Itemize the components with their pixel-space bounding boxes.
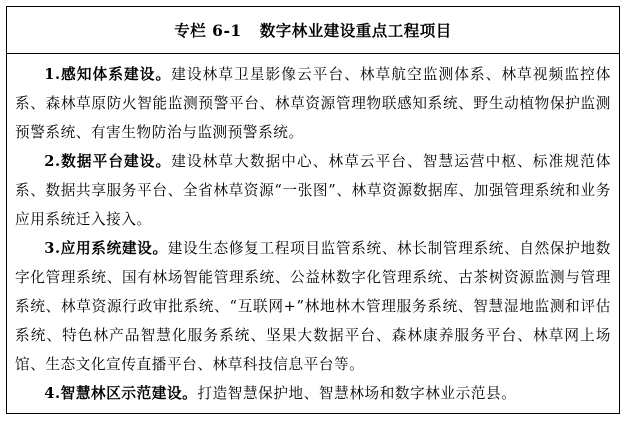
item-body: 建设林草大数据中心、林草云平台、智慧运营中枢、标准规范体系、数据共享服务平台、全省林草资源“一张图”、林草资源数据库、加强管理系统和业务应用系统迁入接入。 bbox=[15, 153, 611, 228]
box-title-number: 专栏 6-1 bbox=[174, 21, 242, 40]
box-title bbox=[7, 7, 619, 54]
item-heading: 1.感知体系建设。 bbox=[44, 66, 172, 83]
item-smart-forest-demo bbox=[15, 379, 611, 408]
item-heading: 2.数据平台建设。 bbox=[44, 153, 172, 170]
item-heading: 4.智慧林区示范建设。 bbox=[44, 385, 198, 402]
item-body: 建设林草卫星影像云平台、林草航空监测体系、林草视频监控体系、森林草原防火智能监测预警平台、林草资源管理物联感知系统、野生动植物保护监测预警系统、有害生物防治与监测预警系统。 bbox=[15, 66, 611, 141]
item-application-system bbox=[15, 234, 611, 379]
project-box bbox=[6, 6, 620, 414]
item-body: 打造智慧保护地、智慧林场和数字林业示范县。 bbox=[197, 385, 517, 402]
item-sensing-system bbox=[15, 60, 611, 147]
box-title-text: 数字林业建设重点工程项目 bbox=[259, 21, 452, 40]
box-content bbox=[7, 54, 619, 408]
item-heading: 3.应用系统建设。 bbox=[44, 240, 168, 257]
item-body: 建设生态修复工程项目监管系统、林长制管理系统、自然保护地数字化管理系统、国有林场智能管理系统、公益林数字化管理系统、古茶树资源监测与管理系统、林草资源行政审批系统、“互联网+”林地林木管理服务系统、智慧湿地监测和评估系统、特色林产品智慧化服务系统、坚果大数据平台、森林康养服务平台、林草网上场馆、生态文化宣传直播平台、林草科技信息平台等。 bbox=[15, 240, 611, 373]
item-data-platform bbox=[15, 147, 611, 234]
